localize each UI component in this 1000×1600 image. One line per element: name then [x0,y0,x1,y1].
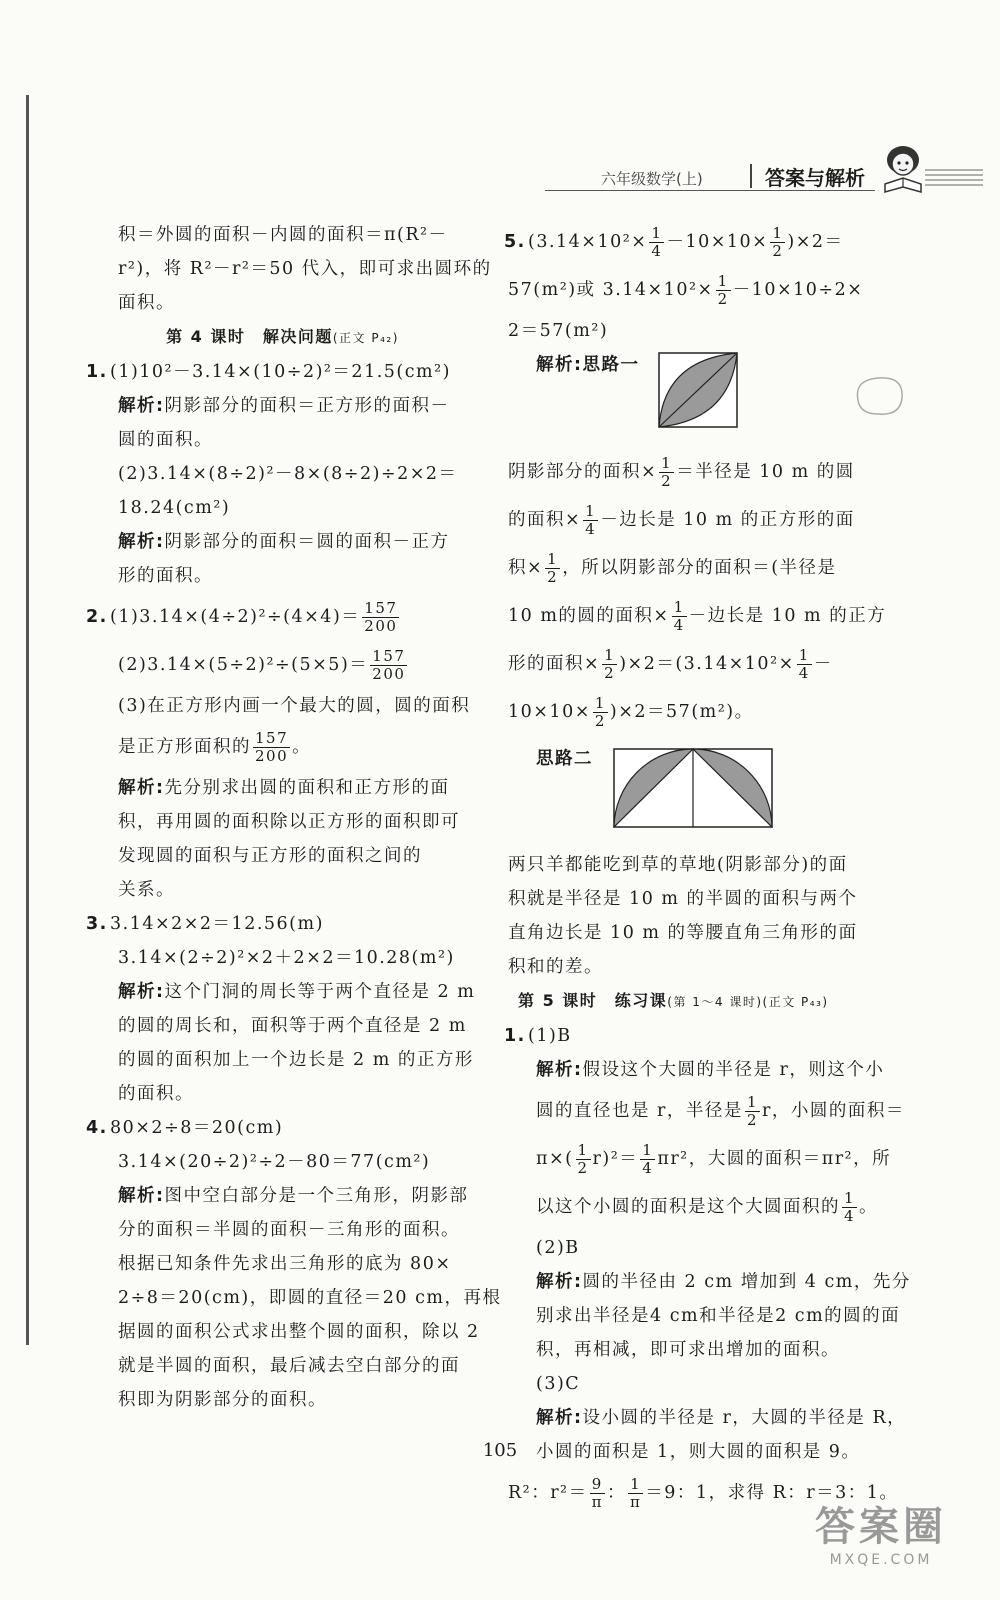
analysis-line: 的圆的周长和，面积等于两个直径是 2 m [118,1016,467,1036]
analysis-text: r)²＝ [592,1149,639,1169]
question-number: 1. [504,1026,526,1046]
denominator: 4 [642,1159,654,1177]
answer-line [86,1111,475,1145]
analysis-line: 积，再用圆的面积除以正方形的面积即可 [118,812,460,832]
analysis-text: －边长是 10 m 的正方形的面 [600,510,855,530]
denominator: 2 [594,712,606,730]
analysis-text: 形的面积× [508,654,601,674]
answer-line [90,641,475,689]
answer-line [86,593,475,641]
analysis-line: 积和的差。 [508,957,603,977]
analysis-text: 10×10× [508,702,591,722]
denominator: 200 [255,747,289,765]
analysis-line [90,525,475,559]
numerator: 1 [673,598,685,616]
decorative-stamp-icon [850,370,910,420]
question-number: 3. [86,914,108,934]
fraction [716,273,731,308]
analysis-text: ，所以阴影部分的面积＝(半径是 [562,558,837,578]
analysis-label: 解析: [536,1408,583,1428]
analysis-text: 先分别求出圆的面积和正方形的面 [164,778,450,798]
denominator: 4 [673,616,685,634]
analysis-line [508,496,898,544]
question-number: 4. [86,1118,108,1138]
answer-text: (1)3.14×(4÷2)²÷(4×4)＝ [110,607,361,627]
analysis-line [508,1087,905,1135]
answer-line [504,218,898,266]
analysis-text: －边长是 10 m 的正方 [688,606,887,626]
answer-line: (3)在正方形内画一个最大的圆，圆的面积 [118,696,471,716]
analysis-text: ： [606,1483,626,1503]
numerator: 1 [798,646,810,664]
analysis-line [90,975,475,1009]
fraction [583,503,598,538]
analysis-line: 的面积。 [118,1084,194,1104]
lesson-page-ref: (第 1～4 课时)(正文 P₄₃) [667,995,829,1009]
denominator: 2 [547,568,559,586]
numerator: 1 [651,224,663,242]
numerator: 1 [630,1475,642,1493]
right-column [504,218,911,1517]
answer-text: 80×2÷8＝20(cm) [110,1118,284,1138]
analysis-line [90,1179,475,1213]
figure-semicircle-in-rectangle [613,748,773,828]
answer-line [86,907,475,941]
denominator: 2 [661,472,673,490]
answer-text: (1)10²－3.14×(10÷2)²＝21.5(cm²) [110,362,451,382]
analysis-line: 关系。 [118,880,175,900]
reading-girl-mascot-icon [875,140,985,200]
analysis-text: πr²，大圆的面积＝πr²，所 [657,1149,892,1169]
analysis-line: 据圆的面积公式求出整个圆的面积，除以 2 [118,1322,480,1342]
answer-line: (3)C [536,1374,581,1394]
analysis-text: － [813,654,833,674]
lesson-title: 第 4 课时 解决问题 [166,327,333,346]
analysis-text: 假设这个大圆的半径是 r，则这个小 [582,1060,885,1080]
answer-text: )×2＝ [787,232,844,252]
numerator: 1 [661,454,673,472]
analysis-line: 形的面积。 [118,566,213,586]
numerator: 157 [364,599,398,617]
fraction [628,1476,643,1511]
answer-text: 57(m²)或 3.14×10²× [508,280,714,300]
analysis-text: r，小圆的面积＝ [761,1101,905,1121]
header-section: 答案与解析 [765,166,865,190]
answer-line: (2)3.14×(8÷2)²－8×(8÷2)÷2×2＝ [118,464,458,484]
analysis-line [90,389,475,423]
denominator: 200 [364,617,398,635]
analysis-line [508,592,898,640]
denominator: 2 [772,242,784,260]
fraction [253,730,290,765]
answer-text: 3.14×2×2＝12.56(m) [110,914,324,934]
analysis-label: 解析: [118,778,165,798]
numerator: 1 [604,646,616,664]
punctuation: 。 [292,737,312,757]
page-number: 105 [482,1440,518,1461]
fraction [593,695,608,730]
watermark-logo [815,1495,947,1568]
numerator: 1 [746,1093,758,1111]
text-line: 积＝外圆的面积－内圆的面积＝π(R²－ [118,225,448,245]
fraction [590,1476,605,1511]
analysis-text: ＝9：1，求得 R：r＝3：1。 [645,1483,899,1503]
analysis-line: 积就是半径是 10 m 的半圆的面积与两个 [508,889,858,909]
analysis-line: 发现圆的面积与正方形的面积之间的 [118,846,422,866]
answer-line: 3.14×(2÷2)²×2＋2×2＝10.28(m²) [118,948,455,968]
analysis-line: 就是半圆的面积，最后减去空白部分的面 [118,1356,460,1376]
denominator: 4 [585,520,597,538]
approach-2-label: 思路二 [536,749,593,769]
analysis-label: 解析: [118,396,165,416]
fraction [576,1142,591,1177]
watermark-text: 答案圈 [815,1504,947,1550]
text-line: r²)，将 R²－r²＝50 代入，即可求出圆环的 [118,259,492,279]
analysis-line: 小圆的面积是 1，则大圆的面积是 9。 [536,1442,861,1462]
numerator: 9 [591,1475,603,1493]
fraction [745,1094,760,1129]
answer-line: (2)B [536,1238,580,1258]
analysis-label: 解析: [118,532,165,552]
question-number: 5. [504,232,526,252]
analysis-text: R²：r²＝ [508,1483,588,1503]
analysis-text: )×2＝57(m²)。 [609,702,754,722]
fraction [545,551,560,586]
punctuation: 。 [859,1197,879,1217]
analysis-line [508,1135,898,1183]
fraction [672,599,687,634]
analysis-label: 解析: [118,982,165,1002]
answer-line [508,266,898,314]
numerator: 1 [642,1141,654,1159]
answer-text: －10×10÷2× [732,280,864,300]
numerator: 1 [577,1141,589,1159]
analysis-text: 积× [508,558,544,578]
numerator: 1 [772,224,784,242]
analysis-line [508,1401,907,1435]
figure-leaf-in-square [658,352,738,428]
answer-line: 3.14×(20÷2)²÷2－80＝77(cm²) [118,1152,431,1172]
analysis-text: 圆的半径由 2 cm 增加到 4 cm，先分 [582,1272,911,1292]
question-number: 1. [86,362,108,382]
denominator: 4 [651,242,663,260]
text-line: 面积。 [118,293,175,313]
analysis-label: 解析: [118,1186,165,1206]
analysis-line [508,640,898,688]
lesson-4-heading [90,320,475,355]
analysis-text: 圆的直径也是 r，半径是 [536,1101,743,1121]
analysis-text: 设小圆的半径是 r，大圆的半径是 R， [582,1408,907,1428]
analysis-line: 积，再相减，即可求出增加的面积。 [536,1340,840,1360]
header-separator [750,164,752,188]
fraction [640,1142,655,1177]
numerator: 1 [717,272,729,290]
fraction [370,648,407,683]
numerator: 1 [585,502,597,520]
numerator: 1 [547,550,559,568]
analysis-text: ＝半径是 10 m 的圆 [676,462,855,482]
analysis-line: 2÷8＝20(cm)，即圆的直径＝20 cm，再根 [118,1288,502,1308]
approach-1-label: 思路一 [582,355,640,375]
denominator: π [591,1493,603,1511]
denominator: 4 [844,1207,856,1225]
analysis-text: 这个门洞的周长等于两个直径是 2 m [164,982,476,1002]
answer-text: (2)3.14×(5÷2)²÷(5×5)＝ [118,655,369,675]
answer-line [90,723,475,771]
left-column [86,218,502,1417]
denominator: 4 [798,664,810,682]
analysis-line [508,688,898,736]
analysis-text: 以这个小圆的面积是这个大圆面积的 [536,1197,840,1217]
lesson-title: 第 5 课时 练习课 [518,991,668,1010]
header-grade: 六年级数学(上) [601,170,703,188]
fraction [649,225,664,260]
analysis-label: 解析: [536,355,583,375]
page-header [545,150,995,205]
analysis-line [90,771,475,805]
question-number: 2. [86,607,108,627]
watermark-url: MXQE.COM [829,1552,933,1568]
analysis-line [508,1183,898,1231]
answer-text: (3.14×10²× [528,232,648,252]
numerator: 157 [255,729,289,747]
analysis-line: 根据已知条件先求出三角形的底为 80× [118,1254,452,1274]
fraction [770,225,785,260]
analysis-text: 阴影部分的面积＝圆的面积－正方 [164,532,450,552]
analysis-text: )×2＝(3.14×10²× [619,654,795,674]
denominator: 2 [604,664,616,682]
analysis-line [508,544,898,592]
answer-line: 18.24(cm²) [118,498,231,518]
fraction [659,455,674,490]
answer-text: (1)B [528,1026,572,1046]
numerator: 1 [594,694,606,712]
analysis-line: 圆的面积。 [118,430,213,450]
analysis-line: 直角边长是 10 m 的等腰直角三角形的面 [508,923,858,943]
analysis-line: 两只羊都能吃到草的草地(阴影部分)的面 [508,855,848,875]
analysis-text: 阴影部分的面积＝正方形的面积－ [164,396,450,416]
analysis-text: 图中空白部分是一个三角形，阴影部 [164,1186,469,1206]
denominator: π [629,1493,642,1511]
answer-text: 是正方形面积的 [118,737,251,757]
analysis-text: π×( [536,1149,574,1169]
analysis-line: 别求出半径是4 cm和半径是2 cm的圆的面 [536,1306,901,1326]
denominator: 2 [577,1159,589,1177]
fraction [602,647,617,682]
binding-line [26,95,29,1345]
answer-line [86,355,475,389]
lesson-5-heading [508,984,898,1019]
denominator: 2 [717,290,729,308]
answer-text: －10×10× [666,232,769,252]
analysis-line: 积即为阴影部分的面积。 [118,1390,327,1410]
answer-line: 2＝57(m²) [508,321,609,341]
denominator: 200 [372,665,406,683]
analysis-label: 解析: [536,1272,583,1292]
denominator: 2 [746,1111,758,1129]
fraction [842,1190,857,1225]
fraction [797,647,812,682]
answer-line [504,1019,898,1053]
numerator: 157 [372,647,406,665]
analysis-text: 的面积× [508,510,582,530]
analysis-line: 的圆的面积加上一个边长是 2 m 的正方形 [118,1050,474,1070]
analysis-line [508,1053,898,1087]
lesson-page-ref: (正文 P₄₂) [332,331,399,345]
numerator: 1 [844,1189,856,1207]
analysis-label: 解析: [536,1060,583,1080]
analysis-text: 阴影部分的面积× [508,462,658,482]
analysis-line [508,1265,911,1299]
fraction [362,600,399,635]
analysis-line [508,448,898,496]
analysis-line: 分的面积＝半圆的面积－三角形的面积。 [118,1220,460,1240]
analysis-text: 10 m的圆的面积× [508,606,670,626]
